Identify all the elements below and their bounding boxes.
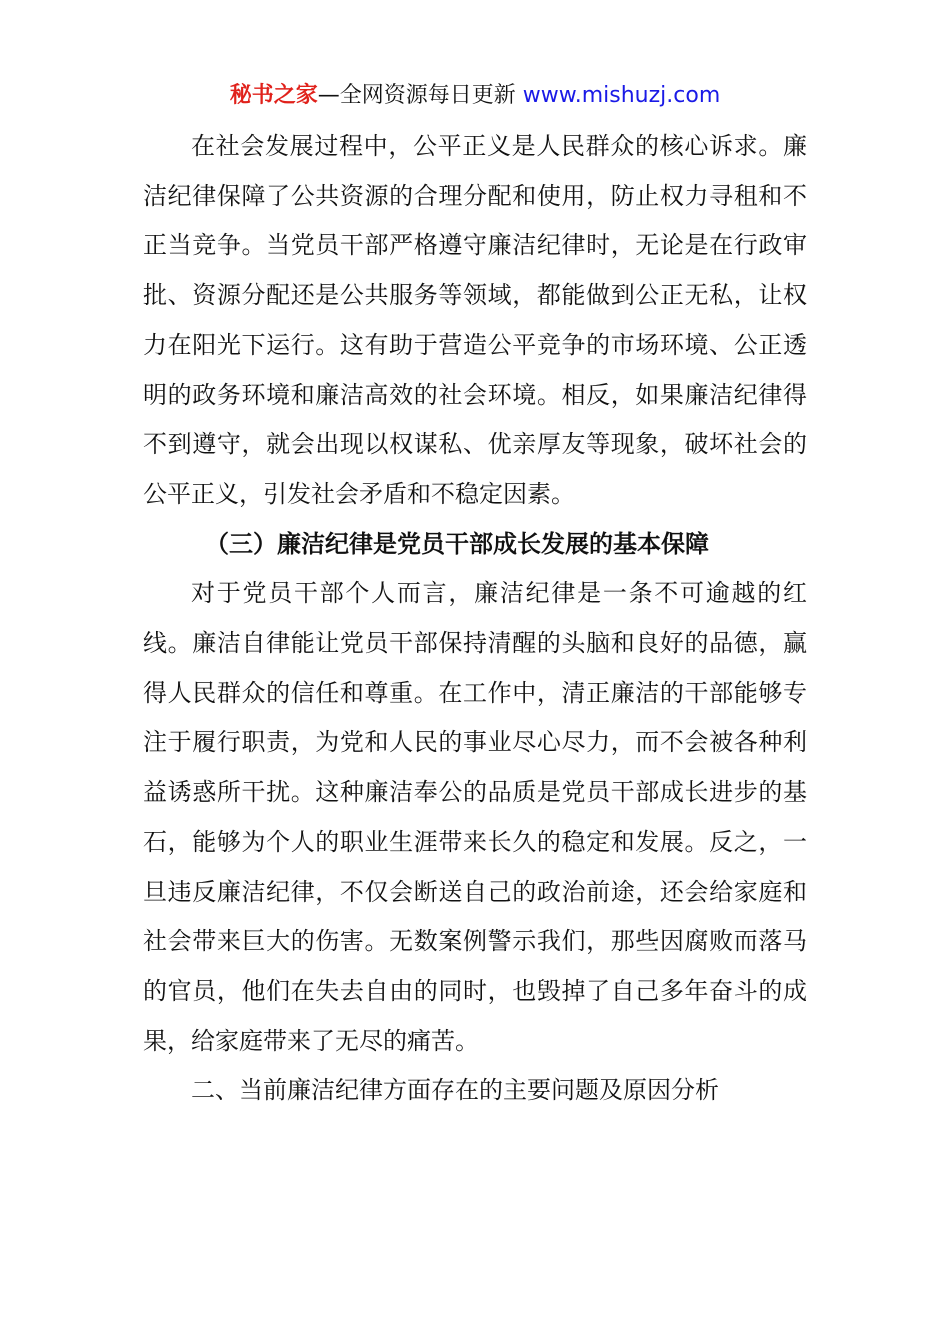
body-paragraph: 对于党员干部个人而言，廉洁纪律是一条不可逾越的红线。廉洁自律能让党员干部保持清醒的头脑和良好的品德，赢得人民群众的信任和尊重。在工作中，清正廉洁的干部能够专注于履行职责，为党和人民的事业尽心尽力，而不会被各种利益诱惑所干扰。这种廉洁奉公的品质是党员干部成长进步的基石，能够为个人的职业生涯带来长久的稳定和发展。反之，一旦违反廉洁纪律，不仅会断送自己的政治前途，还会给家庭和社会带来巨大的伤害。无数案例警示我们，那些因腐败而落马的官员，他们在失去自由的同时，也毁掉了自己多年奋斗的成果，给家庭带来了无尽的痛苦。 — [143, 579, 807, 1055]
subheading: （三）廉洁纪律是党员干部成长发展的基本保障 — [205, 529, 709, 558]
header-tagline: —全网资源每日更新 — [317, 83, 516, 108]
site-url-link[interactable]: www.mishuzj.com — [522, 83, 721, 108]
section-heading: 二、当前廉洁纪律方面存在的主要问题及原因分析 — [191, 1076, 719, 1105]
document-body — [143, 122, 807, 1116]
site-header — [0, 80, 950, 112]
body-paragraph: 在社会发展过程中，公平正义是人民群众的核心诉求。廉洁纪律保障了公共资源的合理分配和使用，防止权力寻租和不正当竞争。当党员干部严格遵守廉洁纪律时，无论是在行政审批、资源分配还是公共服务等领域，都能做到公正无私，让权力在阳光下运行。这有助于营造公平竞争的市场环境、公正透明的政务环境和廉洁高效的社会环境。相反，如果廉洁纪律得不到遵守，就会出现以权谋私、优亲厚友等现象，破坏社会的公平正义，引发社会矛盾和不稳定因素。 — [143, 132, 807, 508]
brand-name: 秘书之家 — [229, 83, 318, 108]
